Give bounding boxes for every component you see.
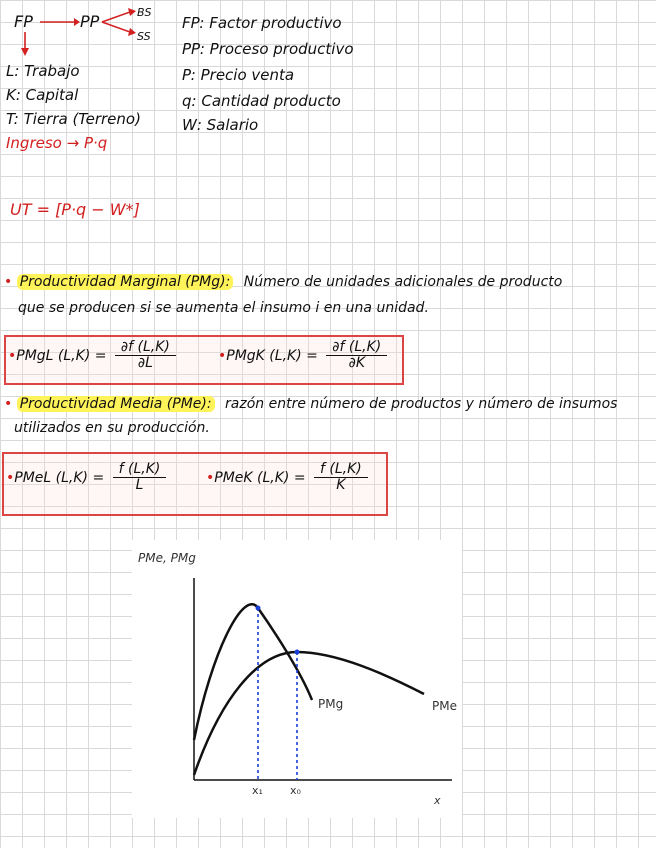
pme-curve-label: PMe xyxy=(432,699,457,713)
pme-f1-den: L xyxy=(135,477,144,494)
pmg-f1-den: ∂L xyxy=(137,355,153,372)
ut-formula: UT = [P·q − W*] xyxy=(10,200,140,219)
pmg-bullet: • xyxy=(4,274,13,290)
pme-curve xyxy=(194,652,424,775)
fp-label: FP xyxy=(14,12,33,31)
pmg-f2-den: ∂K xyxy=(348,355,365,372)
pmg-line2: que se producen si se aumenta el insumo i en una unidad. xyxy=(18,300,429,316)
pmg-max-point xyxy=(256,606,261,611)
trabajo-label: L: Trabajo xyxy=(6,62,80,80)
pme-f2-den: K xyxy=(336,477,346,494)
ingreso-label: Ingreso → P·q xyxy=(6,134,108,152)
legend-q: q: Cantidad producto xyxy=(182,92,341,110)
pme-f1-left: PMeL (L,K) = xyxy=(14,469,105,486)
legend-w: W: Salario xyxy=(182,116,259,134)
bs-label: BS xyxy=(137,6,152,19)
pme-pmg-graph xyxy=(132,540,462,818)
legend-p: P: Precio venta xyxy=(182,66,295,84)
pmg-curve-label: PMg xyxy=(318,697,344,711)
pp-label: PP xyxy=(80,12,100,31)
pme-f2-num: f (L,K) xyxy=(314,462,368,478)
pmg-f1-frac xyxy=(115,340,176,372)
pmg-f1-num: ∂f (L,K) xyxy=(115,340,176,356)
pmg-formula-l: •PMgL (L,K) = $\frac{\partial f (L,K)}{\partial L}$ xyxy=(8,340,176,372)
legend-fp: FP: Factor productivo xyxy=(182,14,342,32)
legend-pp: PP: Proceso productivo xyxy=(182,40,354,58)
pme-bullet: • xyxy=(4,396,13,412)
x-axis-label: x xyxy=(434,794,441,807)
pmg-heading xyxy=(4,274,562,290)
x1-tick-label: x₁ xyxy=(252,784,263,797)
x0-tick-label: x₀ xyxy=(290,784,301,797)
pmg-line1: Número de unidades adicionales de producto xyxy=(243,274,563,290)
arrow-fp-down xyxy=(18,32,32,58)
pme-title: Productividad Media (PMe): xyxy=(17,396,215,412)
pmg-f2-num: ∂f (L,K) xyxy=(326,340,387,356)
pme-f2-left: PMeK (L,K) = xyxy=(214,469,306,486)
capital-label: K: Capital xyxy=(6,86,79,104)
arrow-pp-bs-ss xyxy=(100,6,138,38)
pmg-title: Productividad Marginal (PMg): xyxy=(17,274,234,290)
pmg-f2-left: PMgK (L,K) = xyxy=(226,347,318,364)
pmg-formula-k: •PMgK (L,K) = $\frac{\partial f (L,K)}{\partial K}$ xyxy=(218,340,387,372)
pme-f1-num: f (L,K) xyxy=(113,462,167,478)
ss-label: SS xyxy=(137,30,151,43)
arrow-fp-pp xyxy=(38,14,80,30)
tierra-label: T: Tierra (Terreno) xyxy=(6,110,141,128)
pmg-f1-left: PMgL (L,K) = xyxy=(16,347,107,364)
pme-formula-l: •PMeL (L,K) = $\frac{f (L,K)}{L}$ xyxy=(6,462,166,494)
pme-line2: utilizados en su producción. xyxy=(14,420,210,436)
pme-formula-k: •PMeK (L,K) = $\frac{f (L,K)}{K}$ xyxy=(206,462,368,494)
pmg-f2-frac xyxy=(326,340,387,372)
pme-line1: razón entre número de productos y número de insumos xyxy=(225,396,618,412)
intersection-point xyxy=(295,650,300,655)
pme-f1-frac xyxy=(113,462,167,494)
graph-ylabel: PMe, PMg xyxy=(138,551,196,565)
pme-heading xyxy=(4,396,617,412)
pme-f2-frac xyxy=(314,462,368,494)
